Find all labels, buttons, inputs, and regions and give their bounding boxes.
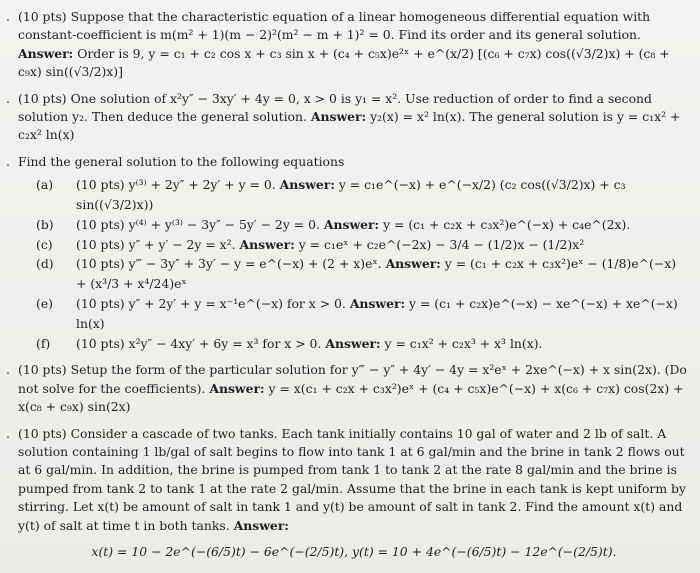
problem-text: (10 pts) Setup the form of the particular solution for y‴ − y″ + 4y′ − 4y = x²eˣ + 2xe^(−x) + x sin(2x). (Do not solve for the coefficients). (18, 362, 687, 396)
answer-label: Answer: (349, 296, 406, 312)
subitem-text: (10 pts) y‴ − 3y″ + 3y′ − y = e^(−x) + (2 + x)eˣ. (76, 256, 382, 272)
answer-text: y₂(x) = x² ln(x). The general solution is y = c₁x² + c₂x² ln(x) (18, 109, 681, 143)
subitem-a (36, 175, 690, 215)
answer-label: Answer: (279, 177, 335, 193)
answer-label: Answer: (323, 216, 380, 232)
answer-label: Answer: (233, 517, 289, 533)
answer-text: x(t) = 10 − 2e^(−(6/5)t) − 6e^(−(2/5)t), y(t) = 10 + 4e^(−(6/5)t) − 12e^(−(2/5)t). (91, 544, 617, 560)
problem-text: (10 pts) One solution of x²y″ − 3xy′ + 4y = 0, x > 0 is y₁ = x². Use reduction of order to find a second solution y₂. Then deduce the general solution. (18, 90, 652, 125)
answer-label: Answer: (385, 256, 441, 272)
problem-bullet: . (6, 362, 10, 378)
subitem-label: (d) (36, 256, 54, 272)
answer-label: Answer: (209, 380, 265, 396)
subitem-f (36, 334, 690, 354)
subitem-label: (b) (36, 216, 54, 232)
problem-text: Find the general solution to the following equations (18, 153, 345, 169)
subitem-text: (10 pts) y″ + 2y′ + y = x⁻¹e^(−x) for x > 0. (76, 296, 346, 312)
problem-bullet: . (6, 90, 10, 106)
subitem-d (36, 254, 690, 294)
problem-bullet: . (6, 153, 10, 169)
problem-3 (6, 153, 690, 354)
subitem-label: (c) (36, 236, 53, 252)
answer-label: Answer: (325, 335, 381, 351)
problem-2 (6, 90, 690, 145)
problem-text: (10 pts) Consider a cascade of two tanks. Each tank initially contains 10 gal of water and 2 lb of salt. A solution containing 1 lb/gal of salt begins to flow into tank 1 at 6 gal/min and the brine in tank 2 flows out at 6 gal/min. In addition, the brine is pumped from tank 1 to tank 2 at the rate 8 gal/min and the brine is pumped from tank 2 to tank 1 at the rate 2 gal/min. Assume that the brine in each tank is kept uniform by stirring. Let x(t) be amount of salt in tank 1 and y(t) be amount of salt in tank 2. Find the amount x(t) and y(t) of salt at time t in both tanks. (18, 425, 686, 533)
subitem-e (36, 294, 690, 334)
subitem-text: (10 pts) y″ + y′ − 2y = x². (76, 236, 236, 252)
problem-5 (6, 425, 690, 562)
subitem-list (36, 175, 690, 353)
subitem-text: (10 pts) y⁽⁴⁾ + y⁽³⁾ − 3y″ − 5y′ − 2y = 0. (76, 216, 320, 232)
problem-bullet: . (6, 425, 10, 441)
answer-label: Answer: (18, 45, 74, 61)
answer-text: y = (c₁ + c₂x + c₃x²)e^(−x) + c₄e^(2x). (383, 216, 631, 232)
subitem-text: (10 pts) x²y″ − 4xy′ + 6y = x³ for x > 0. (76, 335, 322, 351)
answer-text: y = c₁x² + c₂x³ + x³ ln(x). (384, 335, 543, 351)
answer-text: y = c₁eˣ + c₂e^(−2x) − 3/4 − (1/2)x − (1/2)x² (298, 236, 585, 252)
subitem-label: (a) (36, 177, 54, 193)
subitem-b (36, 215, 690, 235)
answer-label: Answer: (310, 109, 367, 125)
answer-text: y = x(c₁ + c₂x + c₃x²)eˣ + (c₄ + c₅x)e^(−x) + x(c₆ + c₇x) cos(2x) + x(c₈ + c₉x) sin(2x) (18, 380, 684, 415)
problem-bullet: . (6, 9, 10, 24)
subitem-text: (10 pts) y⁽³⁾ + 2y″ + 2y′ + y = 0. (76, 177, 276, 193)
answer-label: Answer: (239, 236, 295, 252)
answer-text: y = c₁e^(−x) + e^(−x/2) (c₂ cos((√3/2)x) + c₃ sin((√3/2)x)) (76, 177, 626, 213)
subitem-label: (f) (36, 335, 51, 351)
subitem-label: (e) (36, 296, 54, 312)
answer-text: y = (c₁ + c₂x + c₃x²)eˣ − (1/8)e^(−x) + (x³/3 + x⁴/24)eˣ (76, 256, 677, 292)
problem-text: (10 pts) Suppose that the characteristic equation of a linear homogeneous differential equation with constant-coefficient is m(m² + 1)(m − 2)²(m² − m + 1)² = 0. Find its order and its general solution. (18, 9, 651, 43)
answer-text: Order is 9, y = c₁ + c₂ cos x + c₃ sin x + (c₄ + c₅x)e²ˣ + e^(x/2) [(c₆ + c₇x) cos((√3/2)x) + (c₈ + c₉x) sin((√3/2)x)] (18, 45, 670, 80)
subitem-c (36, 235, 690, 255)
problem-4 (6, 361, 690, 416)
answer-text: y = (c₁ + c₂x)e^(−x) − xe^(−x) + xe^(−x) ln(x) (76, 296, 678, 331)
problem-1 (6, 8, 690, 82)
